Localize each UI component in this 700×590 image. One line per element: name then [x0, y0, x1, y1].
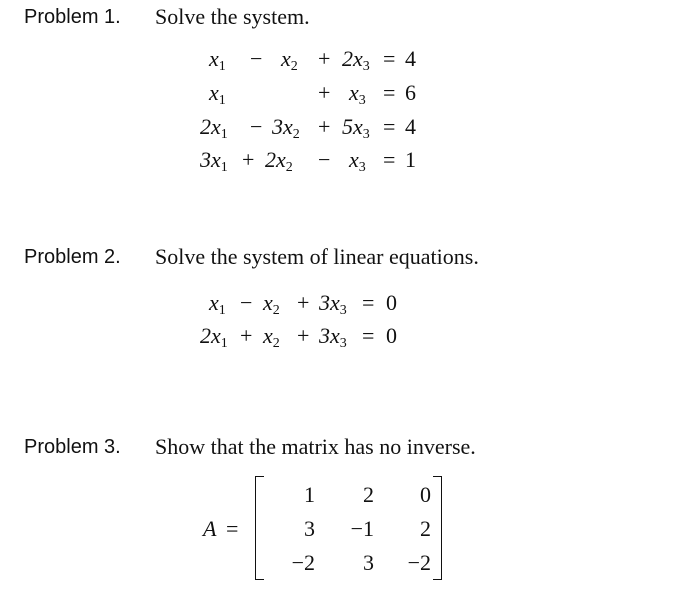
- equals-sign: =: [362, 323, 375, 348]
- problem-2-statement: Solve the system of linear equations.: [155, 244, 479, 269]
- equation-operator: −: [318, 147, 331, 172]
- equation-term: $x_2$: [263, 290, 280, 318]
- equation-rhs: 6: [405, 80, 416, 105]
- equation-rhs: 4: [405, 46, 416, 71]
- equation-operator: +: [318, 46, 331, 71]
- equation-term: $x_1$: [209, 46, 226, 74]
- equation-term: $2x_3$: [342, 46, 370, 74]
- equation-operator: +: [240, 323, 253, 348]
- equation-operator: +: [318, 114, 331, 139]
- problem-3-statement: Show that the matrix has no inverse.: [155, 434, 476, 459]
- equation-term: $3x_3$: [319, 290, 347, 318]
- equation-rhs: 0: [386, 290, 397, 315]
- matrix-cell: −2: [291, 550, 315, 575]
- equation-term: $x_2$: [263, 323, 280, 351]
- equals-sign: =: [383, 147, 396, 172]
- equation-operator: −: [240, 290, 253, 315]
- equation-term: $x_3$: [349, 147, 366, 175]
- equation-term: $x_1$: [209, 290, 226, 318]
- equation-term: $3x_3$: [319, 323, 347, 351]
- equals-sign: =: [383, 46, 396, 71]
- equation-operator: +: [297, 290, 310, 315]
- matrix-cell: 3: [304, 516, 315, 541]
- equation-operator: +: [318, 80, 331, 105]
- matrix-cell: 2: [420, 516, 431, 541]
- equation-term: $3x_1$: [200, 147, 228, 175]
- equation-term: $x_1$: [209, 80, 226, 108]
- equation-term: $x_2$: [281, 46, 298, 74]
- problem-2-label: Problem 2.: [24, 246, 121, 268]
- equation-term: $x_3$: [349, 80, 366, 108]
- equation-term: $2x_1$: [200, 114, 228, 142]
- matrix-cell: 3: [363, 550, 374, 575]
- equation-rhs: 0: [386, 323, 397, 348]
- equation-term: $2x_2$: [265, 147, 293, 175]
- equals-sign: =: [383, 80, 396, 105]
- equation-term: $2x_1$: [200, 323, 228, 351]
- matrix-cell: 1: [304, 482, 315, 507]
- equation-term: $3x_2$: [272, 114, 300, 142]
- equation-rhs: 4: [405, 114, 416, 139]
- matrix-cell: 2: [363, 482, 374, 507]
- equals-sign: =: [362, 290, 375, 315]
- equation-operator: +: [297, 323, 310, 348]
- equation-term: $5x_3$: [342, 114, 370, 142]
- equation-operator: +: [242, 147, 255, 172]
- matrix-cell: −1: [350, 516, 374, 541]
- equals-sign: =: [226, 516, 239, 541]
- equation-operator: −: [250, 114, 263, 139]
- matrix-cell: 0: [420, 482, 431, 507]
- problem-3-label: Problem 3.: [24, 436, 121, 458]
- matrix-cell: −2: [407, 550, 431, 575]
- right-bracket: [433, 476, 442, 580]
- equals-sign: =: [383, 114, 396, 139]
- problem-1-label: Problem 1.: [24, 6, 121, 28]
- equation-operator: −: [250, 46, 263, 71]
- matrix-a: [255, 476, 442, 580]
- matrix-name: A: [203, 516, 217, 541]
- problem-1-statement: Solve the system.: [155, 4, 310, 29]
- equation-rhs: 1: [405, 147, 416, 172]
